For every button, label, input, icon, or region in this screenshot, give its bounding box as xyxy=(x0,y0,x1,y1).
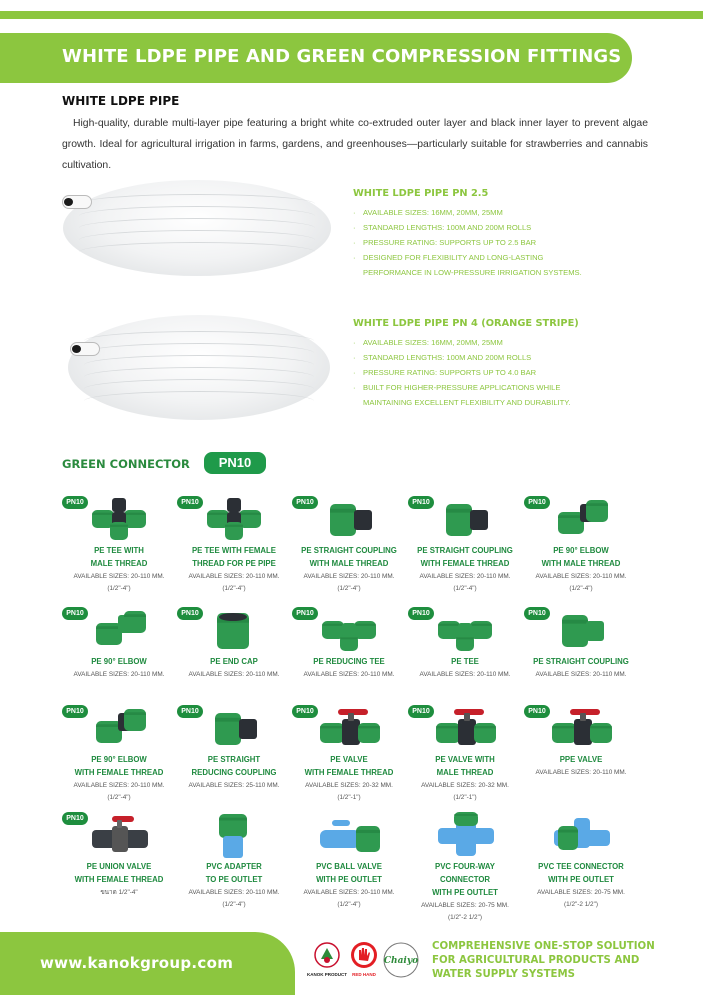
pipe-spec-pn4 xyxy=(353,318,579,410)
title-banner xyxy=(0,33,632,83)
connector-name: PE TEE WITH FEMALE xyxy=(191,546,277,555)
connector-name: REDUCING COUPLING xyxy=(191,768,277,777)
connector-size: (1/2"-4") xyxy=(453,585,477,592)
connector-size: AVAILABLE SIZES: 20-110 MM. xyxy=(419,671,511,678)
connector-name: WITH FEMALE THREAD xyxy=(420,559,510,568)
pipe-spec-title: WHITE LDPE PIPE PN 4 (ORANGE STRIPE) xyxy=(353,318,579,329)
section-title: WHITE LDPE PIPE xyxy=(62,94,180,108)
pn10-tag: PN10 xyxy=(62,705,88,718)
connector-name: WITH MALE THREAD xyxy=(541,559,621,568)
chaiyo-wordmark: Chaiyo xyxy=(383,956,419,966)
connector-name: PVC FOUR-WAY xyxy=(435,862,495,871)
footer-bar xyxy=(0,932,295,995)
pn10-tag: PN10 xyxy=(524,496,550,509)
connector-name: PE 90° ELBOW xyxy=(553,546,609,555)
pipe-end-icon xyxy=(70,342,100,356)
connector-size: AVAILABLE SIZES: 20-110 MM. xyxy=(188,671,280,678)
connector-name: WITH PE OUTLET xyxy=(432,888,498,897)
connector-name: PVC TEE CONNECTOR xyxy=(538,862,624,871)
connector-name: MALE THREAD xyxy=(436,768,494,777)
pvc-ball-valve-icon xyxy=(292,812,406,858)
connector-name: WITH MALE THREAD xyxy=(309,559,389,568)
connector-size: AVAILABLE SIZES: 20-110 MM. xyxy=(188,889,280,896)
spec-item: · PRESSURE RATING: SUPPORTS UP TO 2.5 BAR xyxy=(353,235,582,250)
spec-item: · DESIGNED FOR FLEXIBILITY AND LONG-LASTING xyxy=(353,250,582,265)
connector-size: AVAILABLE SIZES: 20-110 MM. xyxy=(73,671,165,678)
connector-size: AVAILABLE SIZES: 20-110 MM. xyxy=(535,573,627,580)
page-title: WHITE LDPE PIPE AND GREEN COMPRESSION FITTINGS xyxy=(62,46,622,67)
connector-size: AVAILABLE SIZES: 20-32 MM. xyxy=(305,782,393,789)
pvc-tee-icon xyxy=(524,812,638,858)
slogan-line: WATER SUPPLY SYSTEMS xyxy=(432,969,575,980)
top-accent-bar xyxy=(0,11,703,19)
connector-size: (1/2"-1") xyxy=(453,794,477,801)
connector-name: PVC ADAPTER xyxy=(206,862,262,871)
white-pipe-coil-striped-image xyxy=(68,315,330,420)
connector-name: THREAD FOR PE PIPE xyxy=(192,559,276,568)
spec-item: · STANDARD LENGTHS: 100M AND 200M ROLLS xyxy=(353,350,579,365)
connector-name: WITH PE OUTLET xyxy=(548,875,614,884)
connector-name: WITH PE OUTLET xyxy=(316,875,382,884)
connector-name: PE TEE WITH xyxy=(94,546,144,555)
logo-caption: RED HAND xyxy=(352,972,376,977)
pn10-tag: PN10 xyxy=(408,607,434,620)
connector-name: PE STRAIGHT COUPLING xyxy=(533,657,629,666)
slogan-line: COMPREHENSIVE ONE-STOP SOLUTION xyxy=(432,941,655,952)
connector-name: PE VALVE WITH xyxy=(435,755,495,764)
connector-size: AVAILABLE SIZES: 20-110 MM. xyxy=(188,573,280,580)
connector-size: (1/2"-2 1/2") xyxy=(447,914,483,921)
connector-size: AVAILABLE SIZES: 20-110 MM. xyxy=(419,573,511,580)
pn10-tag: PN10 xyxy=(62,812,88,825)
spec-item: · BUILT FOR HIGHER-PRESSURE APPLICATIONS WHILE xyxy=(353,380,579,395)
pn10-tag: PN10 xyxy=(408,496,434,509)
connector-size: (1/2"-4") xyxy=(337,901,361,908)
connector-size: AVAILABLE SIZES: 20-110 MM. xyxy=(73,782,165,789)
connector-size: AVAILABLE SIZES: 20-32 MM. xyxy=(421,782,509,789)
pn10-tag: PN10 xyxy=(292,705,318,718)
kanok-logo xyxy=(307,940,347,977)
pn10-tag: PN10 xyxy=(62,496,88,509)
connector-name: CONNECTOR xyxy=(439,875,491,884)
connector-size: AVAILABLE SIZES: 20-75 MM. xyxy=(421,902,509,909)
connector-size: (1/2"-4") xyxy=(337,585,361,592)
connector-size: (1/2"-4") xyxy=(107,585,131,592)
spec-item: · STANDARD LENGTHS: 100M AND 200M ROLLS xyxy=(353,220,582,235)
connector-size: AVAILABLE SIZES: 20-110 MM. xyxy=(303,671,395,678)
pipe-spec-title: WHITE LDPE PIPE PN 2.5 xyxy=(353,188,489,199)
connector-name: PE UNION VALVE xyxy=(86,862,152,871)
pvc-adapter-icon xyxy=(177,812,291,858)
slogan-line: FOR AGRICULTURAL PRODUCTS AND xyxy=(432,955,640,966)
spec-item: PERFORMANCE IN LOW-PRESSURE IRRIGATION SYSTEMS. xyxy=(363,268,582,277)
connector-name: PE 90° ELBOW xyxy=(91,657,147,666)
connector-size: (1/2"-4") xyxy=(107,794,131,801)
spec-item: · AVAILABLE SIZES: 16MM, 20MM, 25MM xyxy=(353,335,579,350)
intro-paragraph: High-quality, durable multi-layer pipe featuring a bright white co-extruded outer layer and black inner layer to prevent algae growth. Ideal for agricultural irrigation in farms, gardens, and greenhouses—particularly suitable for strawberries and cannabis cultivation. xyxy=(62,118,648,171)
connector-name: PE 90° ELBOW xyxy=(91,755,147,764)
connector-name: PE STRAIGHT COUPLING xyxy=(417,546,513,555)
connector-size: (1/2"-4") xyxy=(569,585,593,592)
connector-name: PE STRAIGHT xyxy=(207,755,261,764)
connector-name: WITH FEMALE THREAD xyxy=(74,768,164,777)
white-pipe-coil-image xyxy=(63,180,331,276)
pn10-tag: PN10 xyxy=(292,607,318,620)
connector-size: AVAILABLE SIZES: 20-110 MM. xyxy=(535,769,627,776)
connector-name: PE REDUCING TEE xyxy=(313,657,385,666)
connector-size: AVAILABLE SIZES: 20-110 MM. xyxy=(303,889,395,896)
connector-size: AVAILABLE SIZES: 20-110 MM. xyxy=(535,671,627,678)
connector-size: AVAILABLE SIZES: 25-110 MM. xyxy=(188,782,280,789)
logo-caption: KANOK PRODUCT xyxy=(307,972,347,977)
connector-size: ขนาด 1/2"-4" xyxy=(100,889,138,896)
connector-size: AVAILABLE SIZES: 20-110 MM. xyxy=(303,573,395,580)
pn10-badge: PN10 xyxy=(204,452,266,474)
connector-name: PPE VALVE xyxy=(559,755,603,764)
chaiyo-logo xyxy=(380,940,422,985)
connector-size: (1/2"-1") xyxy=(337,794,361,801)
pn10-tag: PN10 xyxy=(177,496,203,509)
pipe-end-icon xyxy=(62,195,92,209)
connector-name: PE END CAP xyxy=(210,657,258,666)
spec-item: MAINTAINING EXCELLENT FLEXIBILITY AND DURABILITY. xyxy=(363,398,571,407)
connector-name: TO PE OUTLET xyxy=(205,875,263,884)
connector-name: MALE THREAD xyxy=(90,559,148,568)
spec-item: · PRESSURE RATING: SUPPORTS UP TO 4.0 BAR xyxy=(353,365,579,380)
pn10-tag: PN10 xyxy=(62,607,88,620)
connector-name: WITH FEMALE THREAD xyxy=(304,768,394,777)
connector-size: AVAILABLE SIZES: 20-75 MM. xyxy=(537,889,625,896)
pn10-tag: PN10 xyxy=(408,705,434,718)
connector-name: PE VALVE xyxy=(330,755,368,764)
connector-size: (1/2"-4") xyxy=(222,585,246,592)
pn10-tag: PN10 xyxy=(524,607,550,620)
spec-item: · AVAILABLE SIZES: 16MM, 20MM, 25MM xyxy=(353,205,582,220)
connector-name: PE TEE xyxy=(451,657,479,666)
connector-size: (1/2"-2 1/2") xyxy=(563,901,599,908)
pn10-tag: PN10 xyxy=(177,607,203,620)
website-link[interactable]: www.kanokgroup.com xyxy=(40,954,234,972)
pipe-spec-pn25 xyxy=(353,188,582,280)
pn10-tag: PN10 xyxy=(524,705,550,718)
connector-name: WITH FEMALE THREAD xyxy=(74,875,164,884)
pn10-tag: PN10 xyxy=(292,496,318,509)
connector-name: PVC BALL VALVE xyxy=(316,862,382,871)
pvc-four-way-icon xyxy=(408,812,522,858)
connector-size: (1/2"-4") xyxy=(222,901,246,908)
connector-name: PE STRAIGHT COUPLING xyxy=(301,546,397,555)
green-connector-title: GREEN CONNECTOR xyxy=(62,457,190,471)
red-hand-logo xyxy=(344,940,384,977)
pn10-tag: PN10 xyxy=(177,705,203,718)
slogan xyxy=(432,940,692,982)
connector-size: AVAILABLE SIZES: 20-110 MM. xyxy=(73,573,165,580)
